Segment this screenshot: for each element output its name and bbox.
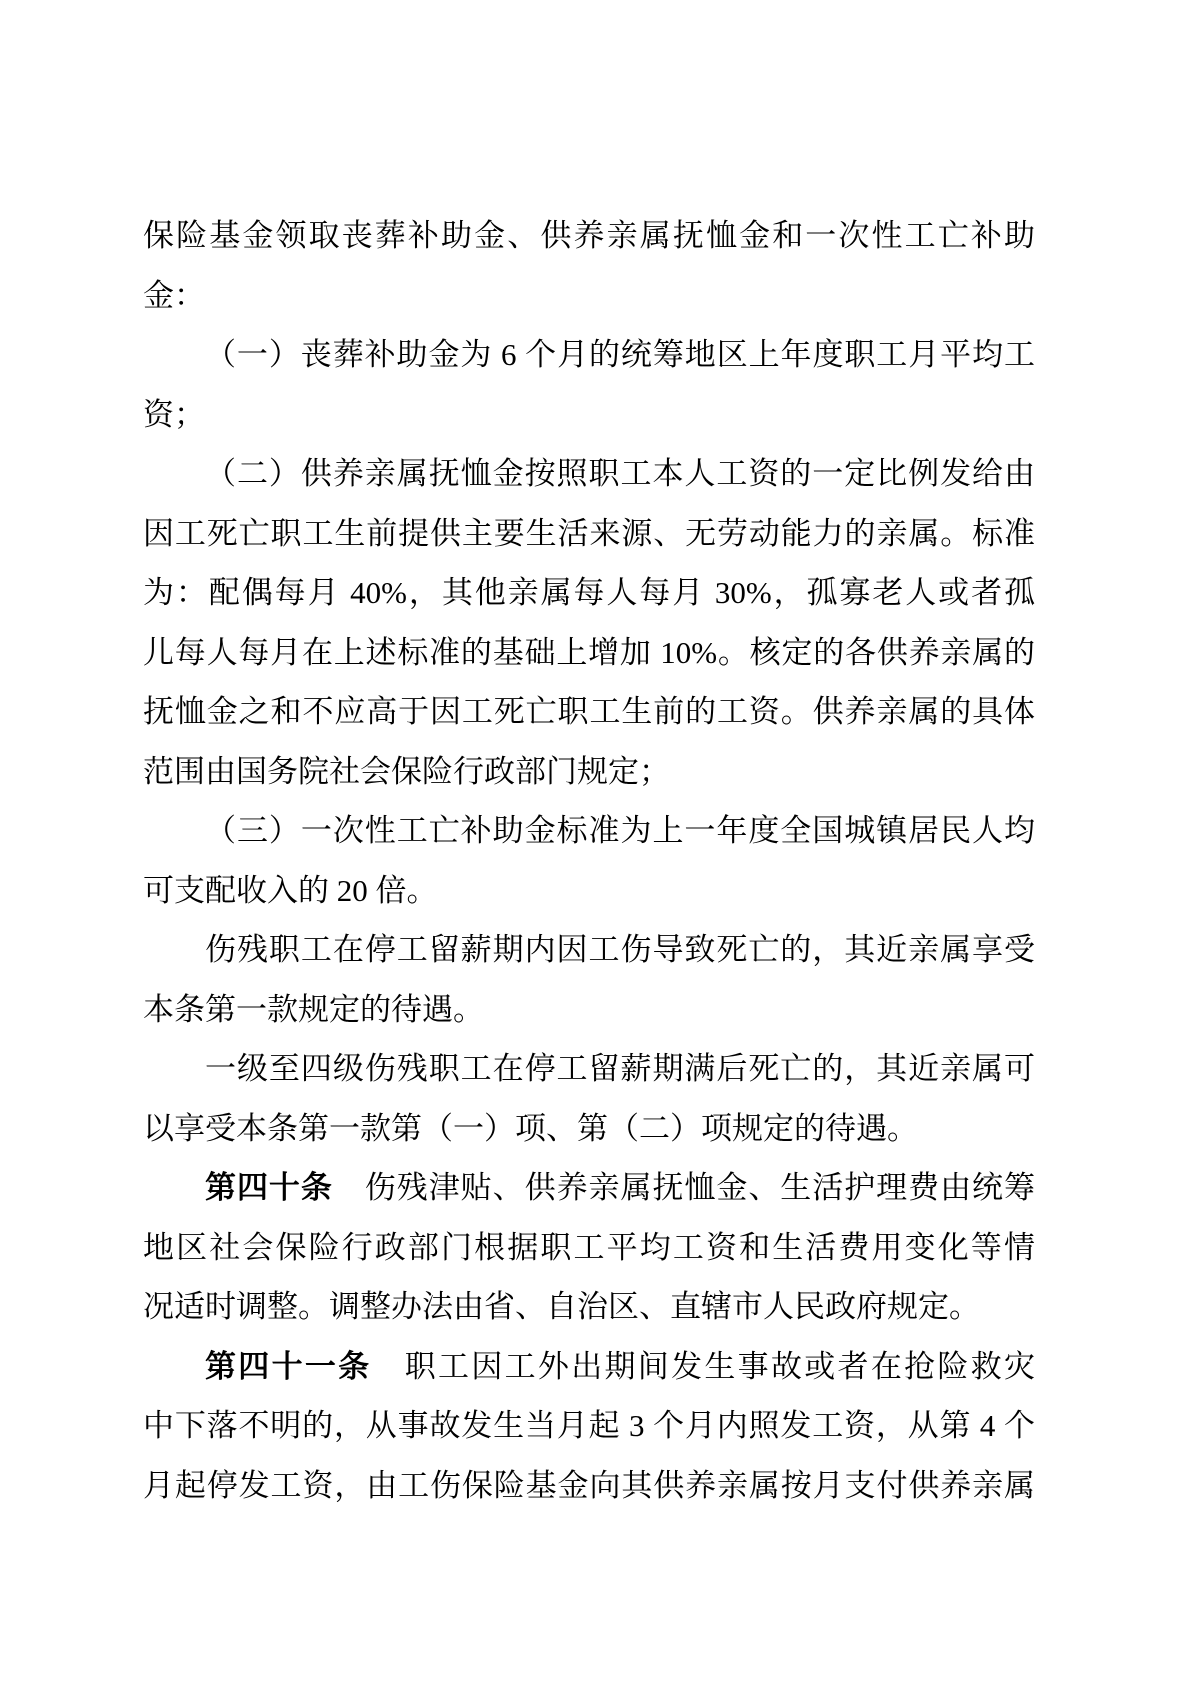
text-run: 一级至四级伤残职工在停工留薪期满后死亡的，其近亲属可 xyxy=(205,1051,1035,1086)
text-line xyxy=(143,682,1035,742)
text-line xyxy=(143,801,1035,861)
paragraph-p2-item-1 xyxy=(143,325,1035,444)
text-line xyxy=(143,206,1035,266)
paragraph-p4-item-3 xyxy=(143,801,1035,920)
text-run: （一）丧葬补助金为 6 个月的统筹地区上年度职工月平均工 xyxy=(205,337,1035,372)
text-line xyxy=(143,1337,1035,1397)
article-number: 第四十一条 xyxy=(205,1348,372,1384)
text-line xyxy=(143,1218,1035,1278)
text-line xyxy=(143,980,1035,1040)
paragraph-p6 xyxy=(143,1039,1035,1158)
text-run: 可支配收入的 20 倍。 xyxy=(143,872,438,908)
text-run: 儿每人每月在上述标准的基础上增加 10%。核定的各供养亲属的 xyxy=(143,634,1035,670)
document-body xyxy=(143,206,1035,1515)
text-run: 职工因工外出期间发生事故或者在抢险救灾 xyxy=(371,1348,1036,1384)
text-line xyxy=(143,385,1035,445)
text-line xyxy=(143,920,1035,980)
text-line xyxy=(143,1396,1035,1456)
text-run: 资； xyxy=(143,396,205,432)
text-run: 本条第一款规定的待遇。 xyxy=(143,991,484,1027)
text-line xyxy=(143,1039,1035,1099)
text-line xyxy=(143,444,1035,504)
text-run: 中下落不明的，从事故发生当月起 3 个月内照发工资，从第 4 个 xyxy=(143,1408,1035,1443)
paragraph-p1-carryover xyxy=(143,206,1035,325)
text-line xyxy=(143,1158,1035,1218)
text-run: 因工死亡职工生前提供主要生活来源、无劳动能力的亲属。标准 xyxy=(143,515,1035,551)
text-line xyxy=(143,1277,1035,1337)
text-line xyxy=(143,1099,1035,1159)
paragraph-p8-article-41 xyxy=(143,1337,1035,1516)
text-run: 为：配偶每月 40%，其他亲属每人每月 30%，孤寡老人或者孤 xyxy=(143,575,1035,610)
text-run: 范围由国务院社会保险行政部门规定； xyxy=(143,753,670,789)
text-line xyxy=(143,504,1035,564)
text-run: 以享受本条第一款第（一）项、第（二）项规定的待遇。 xyxy=(143,1110,918,1146)
text-line xyxy=(143,266,1035,326)
text-line xyxy=(143,742,1035,802)
text-line xyxy=(143,1456,1035,1516)
text-run: 金： xyxy=(143,277,205,313)
paragraph-p7-article-40 xyxy=(143,1158,1035,1337)
text-line xyxy=(143,325,1035,385)
article-number: 第四十条 xyxy=(205,1170,333,1205)
text-run: 地区社会保险行政部门根据职工平均工资和生活费用变化等情 xyxy=(143,1229,1035,1265)
text-run: （三）一次性工亡补助金标准为上一年度全国城镇居民人均 xyxy=(205,813,1035,848)
paragraph-p3-item-2 xyxy=(143,444,1035,801)
text-line xyxy=(143,563,1035,623)
paragraph-p5 xyxy=(143,920,1035,1039)
text-line xyxy=(143,861,1035,921)
text-run: 伤残职工在停工留薪期内因工伤导致死亡的，其近亲属享受 xyxy=(205,932,1035,967)
text-run: 月起停发工资，由工伤保险基金向其供养亲属按月支付供养亲属 xyxy=(143,1467,1035,1503)
text-run: 伤残津贴、供养亲属抚恤金、生活护理费由统筹 xyxy=(332,1170,1036,1205)
text-run: （二）供养亲属抚恤金按照职工本人工资的一定比例发给由 xyxy=(205,456,1035,491)
text-run: 况适时调整。调整办法由省、自治区、直辖市人民政府规定。 xyxy=(143,1289,980,1324)
text-run: 抚恤金之和不应高于因工死亡职工生前的工资。供养亲属的具体 xyxy=(143,694,1035,729)
text-line xyxy=(143,623,1035,683)
text-run: 保险基金领取丧葬补助金、供养亲属抚恤金和一次性工亡补助 xyxy=(143,218,1035,253)
